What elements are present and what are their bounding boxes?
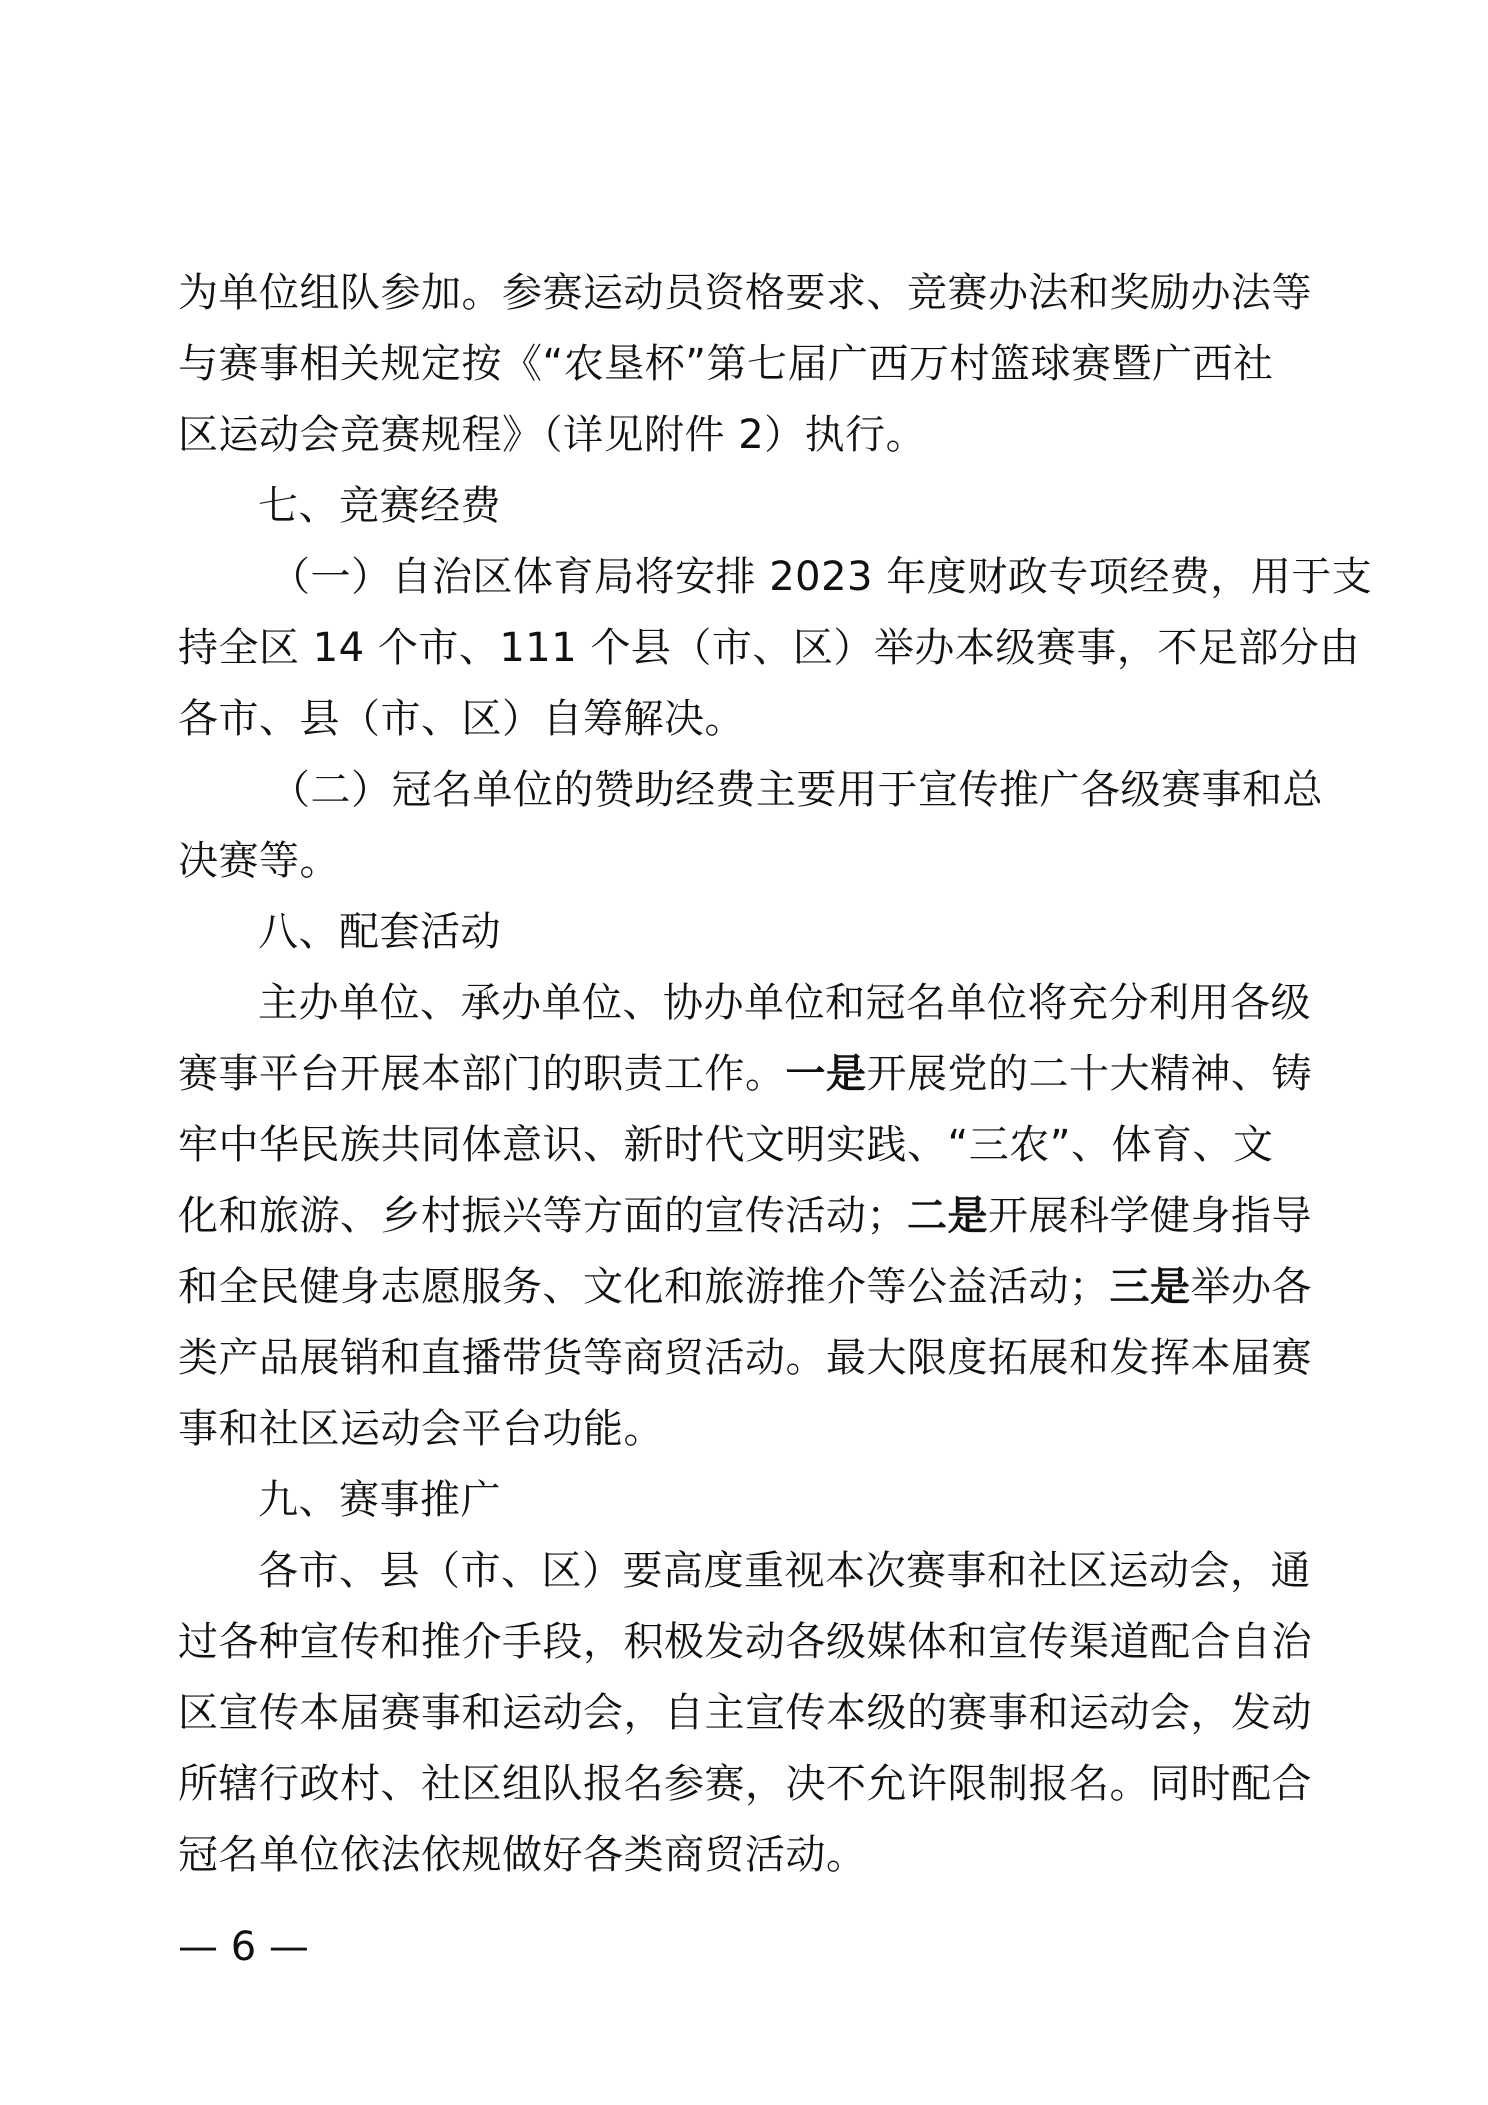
section-heading-9: 九、赛事推广	[258, 1477, 501, 1523]
text-run: 开展科学健身指导	[988, 1193, 1312, 1239]
text-line: 区运动会竞赛规程》（详见附件 2）执行。	[178, 412, 927, 458]
text-line: 为单位组队参加。参赛运动员资格要求、竞赛办法和奖励办法等	[178, 270, 1312, 316]
page-number: — 6 —	[178, 1924, 309, 1970]
text-line: （二）冠名单位的赞助经费主要用于宣传推广各级赛事和总	[270, 767, 1323, 813]
text-line	[178, 1039, 1312, 1109]
text-line: （一）自治区体育局将安排 2023 年度财政专项经费，用于支	[270, 554, 1373, 600]
bold-marker: 三是	[1109, 1264, 1191, 1310]
text-line: 决赛等。	[178, 838, 340, 884]
text-line	[178, 1252, 1312, 1322]
text-line: 主办单位、承办单位、协办单位和冠名单位将充分利用各级	[258, 980, 1311, 1026]
text-line: 牢中华民族共同体意识、新时代文明实践、“三农”、体育、文	[178, 1122, 1274, 1168]
text-line: 持全区 14 个市、111 个县（市、区）举办本级赛事，不足部分由	[178, 625, 1360, 671]
text-run: 举办各	[1190, 1264, 1312, 1310]
text-run: 化和旅游、乡村振兴等方面的宣传活动；	[178, 1193, 907, 1239]
text-run: 开展党的二十大精神、铸	[866, 1051, 1312, 1097]
section-heading-7: 七、竞赛经费	[258, 483, 501, 529]
text-line	[178, 1181, 1312, 1251]
section-heading-8: 八、配套活动	[258, 909, 501, 955]
text-line: 冠名单位依法依规做好各类商贸活动。	[178, 1832, 867, 1878]
text-line: 各市、县（市、区）要高度重视本次赛事和社区运动会，通	[258, 1548, 1311, 1594]
text-run: 赛事平台开展本部门的职责工作。	[178, 1051, 786, 1097]
text-line: 各市、县（市、区）自筹解决。	[178, 696, 745, 742]
text-line: 事和社区运动会平台功能。	[178, 1406, 664, 1452]
bold-marker: 一是	[785, 1051, 867, 1097]
bold-marker: 二是	[907, 1193, 988, 1239]
text-line: 类产品展销和直播带货等商贸活动。最大限度拓展和发挥本届赛	[178, 1335, 1312, 1381]
text-line: 过各种宣传和推介手段，积极发动各级媒体和宣传渠道配合自治	[178, 1619, 1312, 1665]
text-line: 区宣传本届赛事和运动会，自主宣传本级的赛事和运动会，发动	[178, 1690, 1312, 1736]
text-run: 和全民健身志愿服务、文化和旅游推介等公益活动；	[178, 1264, 1110, 1310]
text-line: 与赛事相关规定按《“农垦杯”第七届广西万村篮球赛暨广西社	[178, 341, 1274, 387]
text-line: 所辖行政村、社区组队报名参赛，决不允许限制报名。同时配合	[178, 1761, 1312, 1807]
